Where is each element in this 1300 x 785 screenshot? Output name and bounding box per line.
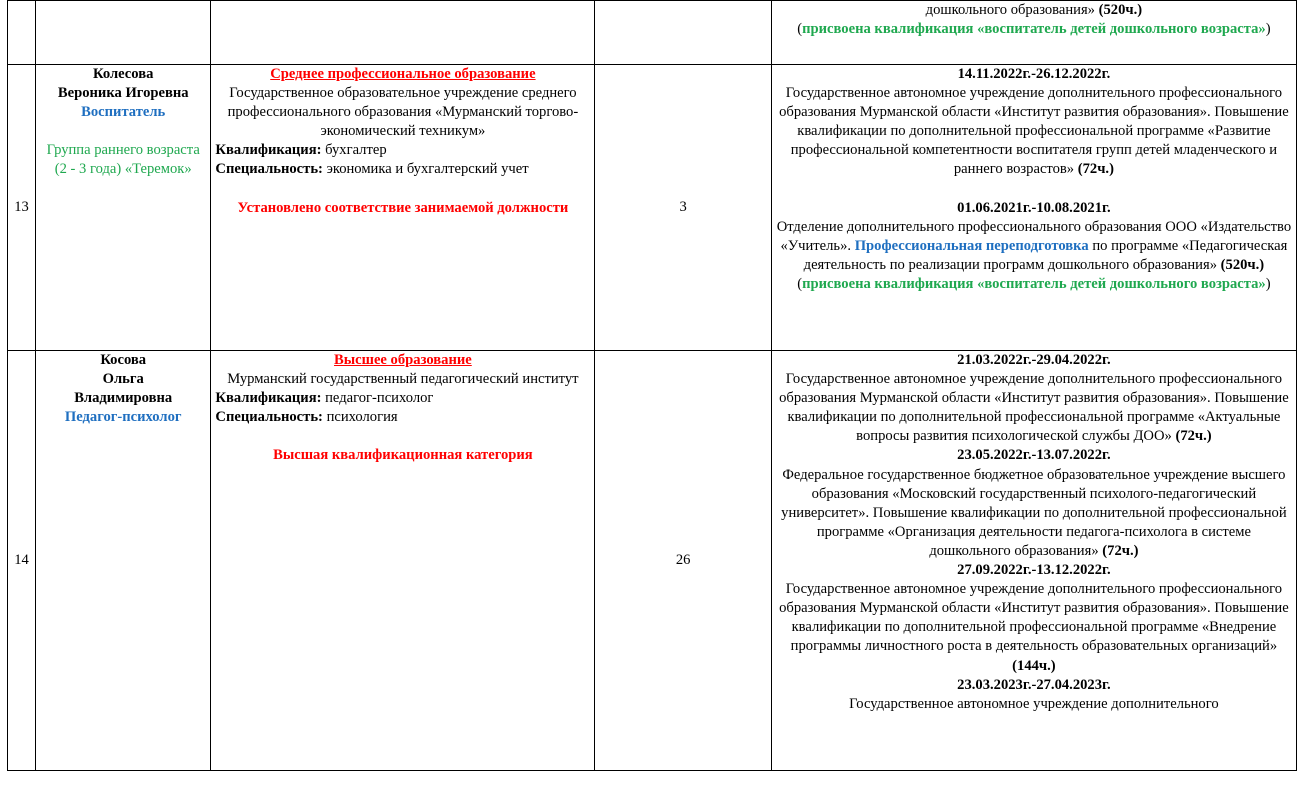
course-description: Отделение дополнительного профессионального образования ООО «Издательство «Учитель».	[776, 218, 1292, 254]
qualification-category: Высшая квалификационная категория	[273, 447, 533, 464]
cell-num	[8, 1, 36, 65]
course-dates: 23.03.2023г.-27.04.2023г.	[957, 676, 1111, 693]
employee-surname: Колесова	[93, 66, 154, 82]
qualification-label: Квалификация:	[215, 390, 322, 407]
qualification-awarded: присвоена квалификация «воспитатель детей дошкольного возраста»	[802, 275, 1266, 292]
employee-surname: Косова	[100, 352, 147, 368]
cell-courses: 14.11.2022г.-26.12.2022г. Государственное автономное учреждение дополнительного профессионального образования Мурманской области «Институт развития образования». Повышение квалификации по дополнительной профессиональной программе «Развитие профессиональной компетентности воспитателя групп детей младенческого и раннего возрастов» (72ч.) 01.06.2021г.-10.08.2021г. Отделение дополнительного профессионального образования ООО «Издательство «Учитель». Профессиональная переподготовка по программе «Педагогическая деятельность по реализации программ дошкольного образования» (520ч.) (присвоена квалификация «воспитатель детей дошкольного возраста»)	[771, 65, 1296, 351]
experience-years: 3	[679, 198, 687, 215]
qualification-close: )	[1265, 21, 1271, 38]
employee-position: Воспитатель	[81, 104, 166, 121]
qualification-category: Установлено соответствие занимаемой должности	[237, 199, 569, 216]
qualification-label: Квалификация:	[215, 142, 322, 159]
specialty-label: Специальность:	[215, 161, 323, 178]
course-dates: 21.03.2022г.-29.04.2022г.	[957, 352, 1111, 368]
cell-experience	[595, 1, 771, 65]
specialty-value: экономика и бухгалтерский учет	[326, 161, 529, 178]
course-dates: 01.06.2021г.-10.08.2021г.	[957, 199, 1111, 216]
row-number: 14	[14, 551, 29, 568]
course-hours: (144ч.)	[1012, 657, 1056, 674]
course-hours: (72ч.)	[1175, 428, 1212, 445]
course-retraining: Профессиональная переподготовка	[854, 237, 1089, 254]
cell-education	[211, 65, 595, 351]
experience-years: 26	[675, 551, 691, 568]
row-number: 13	[14, 198, 29, 215]
cell-num	[8, 351, 36, 771]
cell-name	[36, 351, 211, 771]
course-description-tail: по программе «Педагогическая деятельность по реализации программ дошкольного образования»	[803, 237, 1288, 273]
education-level: Среднее профессиональное образование	[270, 66, 536, 82]
qualification-awarded: присвоена квалификация «воспитатель детей дошкольного возраста»	[802, 21, 1266, 38]
cell-name	[36, 1, 211, 65]
qualification-value: педагог-психолог	[325, 390, 434, 407]
course-dates: 27.09.2022г.-13.12.2022г.	[957, 562, 1111, 579]
cell-num	[8, 65, 36, 351]
course-description: Государственное автономное учреждение дополнительного профессионального образования Мурманской области «Институт развития образования». Повышение квалификации по дополнительной профессиональной программе «Внедрение программы личностного роста в деятельность образовательных организаций»	[779, 581, 1289, 655]
cell-education	[211, 351, 595, 771]
table-row-continuation	[8, 1, 1297, 65]
table-row	[8, 351, 1297, 771]
course-tail-hours: (520ч.)	[1098, 2, 1143, 18]
course-dates: 23.05.2022г.-13.07.2022г.	[957, 447, 1111, 464]
course-hours: (72ч.)	[1077, 161, 1114, 178]
employee-given-name: Вероника Игоревна	[57, 85, 189, 102]
qualification-open: (	[797, 21, 803, 38]
course-dates: 14.11.2022г.-26.12.2022г.	[957, 66, 1111, 82]
specialty-value: психология	[326, 409, 398, 426]
employee-group: Группа раннего возраста (2 - 3 года) «Теремок»	[46, 142, 200, 178]
table-row	[8, 65, 1297, 351]
cell-experience	[595, 65, 771, 351]
qualification-value: бухгалтер	[325, 142, 387, 159]
employee-position: Педагог-психолог	[64, 409, 182, 426]
course-description: Государственное автономное учреждение дополнительного	[849, 695, 1219, 712]
course-hours: (520ч.)	[1220, 256, 1265, 273]
cell-name	[36, 65, 211, 351]
education-institution: Мурманский государственный педагогический институт	[227, 371, 579, 388]
cell-courses	[771, 351, 1296, 771]
course-hours: (72ч.)	[1102, 542, 1139, 559]
education-level: Высшее образование	[334, 352, 472, 368]
staff-table	[7, 0, 1297, 771]
course-description: Государственное автономное учреждение дополнительного профессионального образования Мурманской области «Институт развития образования». Повышение квалификации по дополнительной профессиональной программе «Актуальные вопросы развития психологической службы ДОО»	[779, 371, 1289, 445]
course-description: Государственное автономное учреждение дополнительного профессионального образования Мурманской области «Институт развития образования». Повышение квалификации по дополнительной профессиональной программе «Развитие профессиональной компетентности воспитателя групп детей младенческого и раннего возрастов»	[779, 85, 1289, 178]
employee-given-name: Ольга	[102, 371, 144, 388]
cell-experience	[595, 351, 771, 771]
specialty-label: Специальность:	[215, 409, 323, 426]
course-description: Федеральное государственное бюджетное образовательное учреждение высшего образования «Московский государственный психолого-педагогический университет». Повышение квалификации по дополнительной профессиональной программе «Организация деятельности педагога-психолога в системе дошкольного образования»	[781, 466, 1287, 559]
cell-courses	[771, 1, 1296, 65]
cell-education	[211, 1, 595, 65]
employee-patronymic: Владимировна	[74, 390, 173, 407]
education-institution: Государственное образовательное учреждение среднего профессионального образования «Мурманский торгово-экономический техникум»	[227, 85, 579, 140]
course-tail-line: дошкольного образования»	[925, 2, 1095, 18]
